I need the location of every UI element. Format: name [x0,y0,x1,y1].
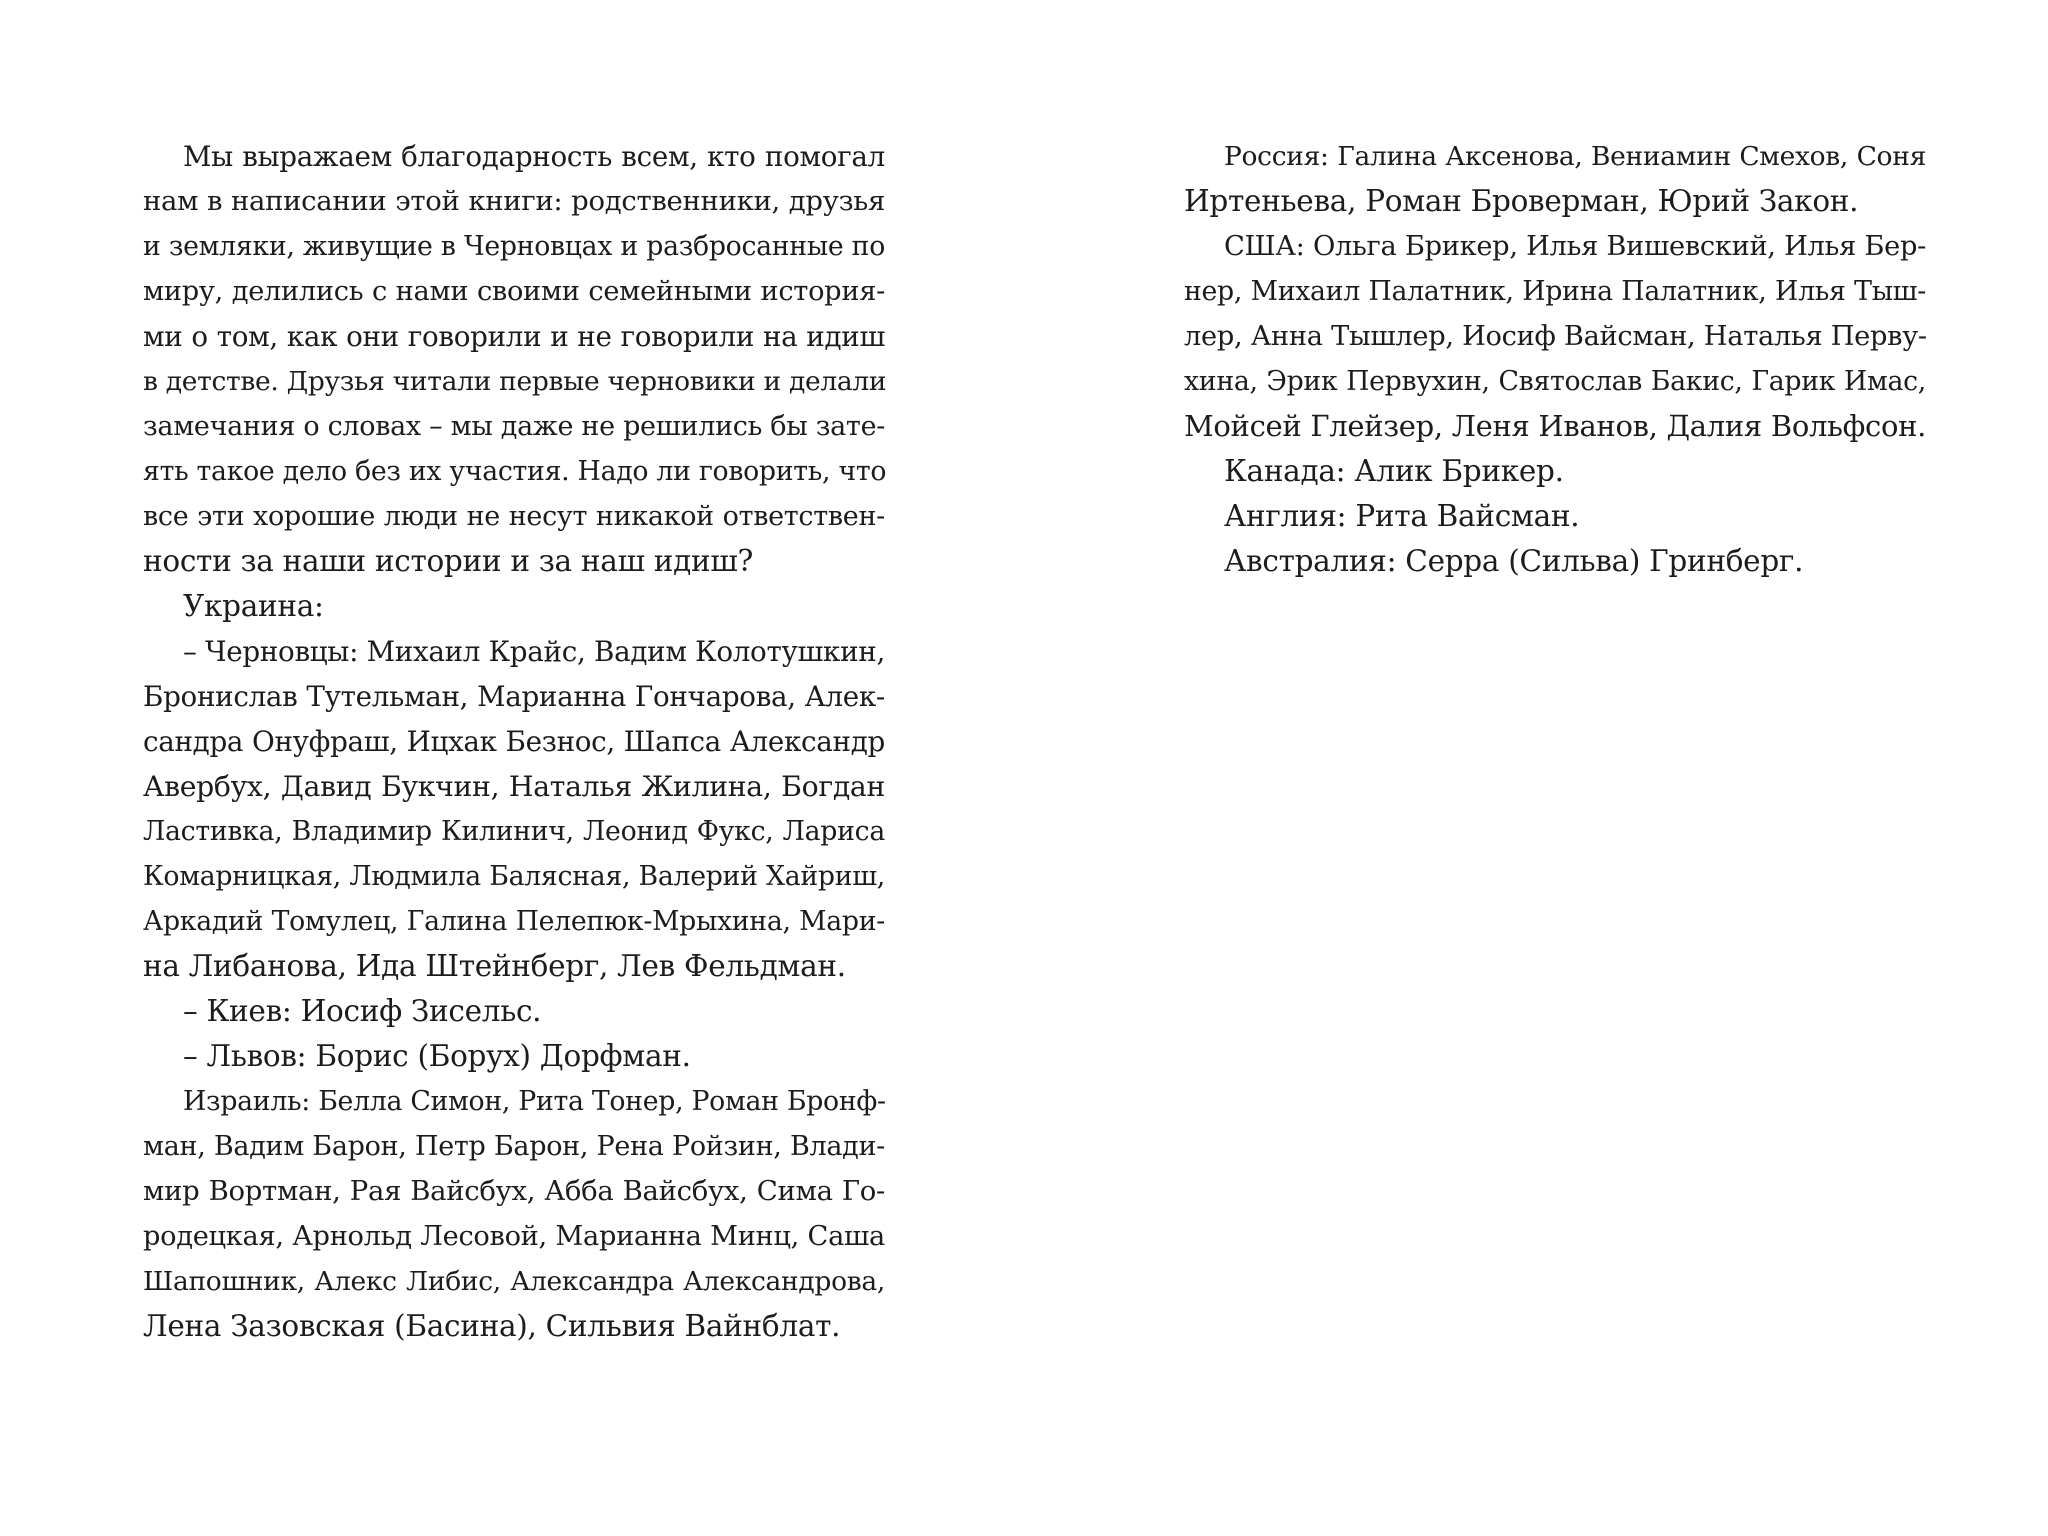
text-line: Англия: Рита Вайсман. [1224,499,1580,533]
text-line: миру, делились с нами своими семейными история- [143,276,885,307]
text-line: хина, Эрик Первухин, Святослав Бакис, Гарик Имас, [1184,366,1926,397]
text-line: родецкая, Арнольд Лесовой, Марианна Минц, Саша [143,1221,885,1252]
text-line: ман, Вадим Барон, Петр Барон, Рена Ройзин, Влади- [143,1131,885,1162]
text-line: ять такое дело без их участия. Надо ли говорить, что [143,456,887,487]
text-line: Канада: Алик Брикер. [1224,454,1564,488]
text-line: в детстве. Друзья читали первые черновики и делали [143,366,887,397]
text-line: замечания о словах – мы даже не решились бы зате- [143,411,886,442]
text-line: нер, Михаил Палатник, Ирина Палатник, Илья Тыш- [1184,276,1926,307]
text-line: Израиль: Белла Симон, Рита Тонер, Роман Бронф- [183,1086,886,1117]
text-line: – Черновцы: Михаил Крайс, Вадим Колотушкин, [183,635,885,668]
text-line: – Львов: Борис (Борух) Дорфман. [183,1039,691,1073]
left-page-text [143,134,885,1349]
right-page-text [1184,134,1926,584]
text-line: Лена Зазовская (Басина), Сильвия Вайнблат. [143,1309,841,1343]
text-line: все эти хорошие люди не несут никакой ответствен- [143,501,885,532]
text-line: Россия: Галина Аксенова, Вениамин Смехов, Соня [1224,141,1926,172]
text-line: Аркадий Томулец, Галина Пелепюк-Мрыхина, Мари- [143,906,885,937]
text-line: Комарницкая, Людмила Балясная, Валерий Хайриш, [143,861,885,892]
text-line: Иртеньева, Роман Броверман, Юрий Закон. [1184,184,1859,218]
text-line: ности за наши истории и за наш идиш? [143,544,753,578]
text-line: сандра Онуфраш, Ицхак Безнос, Шапса Александр [143,725,885,758]
text-line: – Киев: Иосиф Зисельс. [183,994,542,1028]
text-line: Ластивка, Владимир Килинич, Леонид Фукс, Лариса [143,816,885,847]
text-line: Мойсей Глейзер, Леня Иванов, Далия Вольфсон. [1184,409,1927,443]
text-line: и земляки, живущие в Черновцах и разбросанные по [143,231,885,262]
text-line: Мы выражаем благодарность всем, кто помогал [183,140,885,173]
text-line: на Либанова, Ида Штейнберг, Лев Фельдман. [143,949,846,983]
text-line: ми о том, как они говорили и не говорили на идиш [143,320,885,353]
text-line: мир Вортман, Рая Вайсбух, Абба Вайсбух, Сима Го- [143,1175,885,1207]
text-line: США: Ольга Брикер, Илья Вишевский, Илья Бер- [1224,231,1926,262]
text-line: Шапошник, Алекс Либис, Александра Александрова, [143,1266,885,1297]
text-line: Австралия: Серра (Сильва) Гринберг. [1224,544,1804,578]
text-line: нам в написании этой книги: родственники, друзья [143,185,885,217]
text-line: Авербух, Давид Букчин, Наталья Жилина, Богдан [143,770,885,803]
text-line: лер, Анна Тышлер, Иосиф Вайсман, Наталья Перву- [1184,321,1927,352]
text-line: Украина: [183,589,324,623]
text-line: Бронислав Тутельман, Марианна Гончарова, Алек- [143,680,885,713]
